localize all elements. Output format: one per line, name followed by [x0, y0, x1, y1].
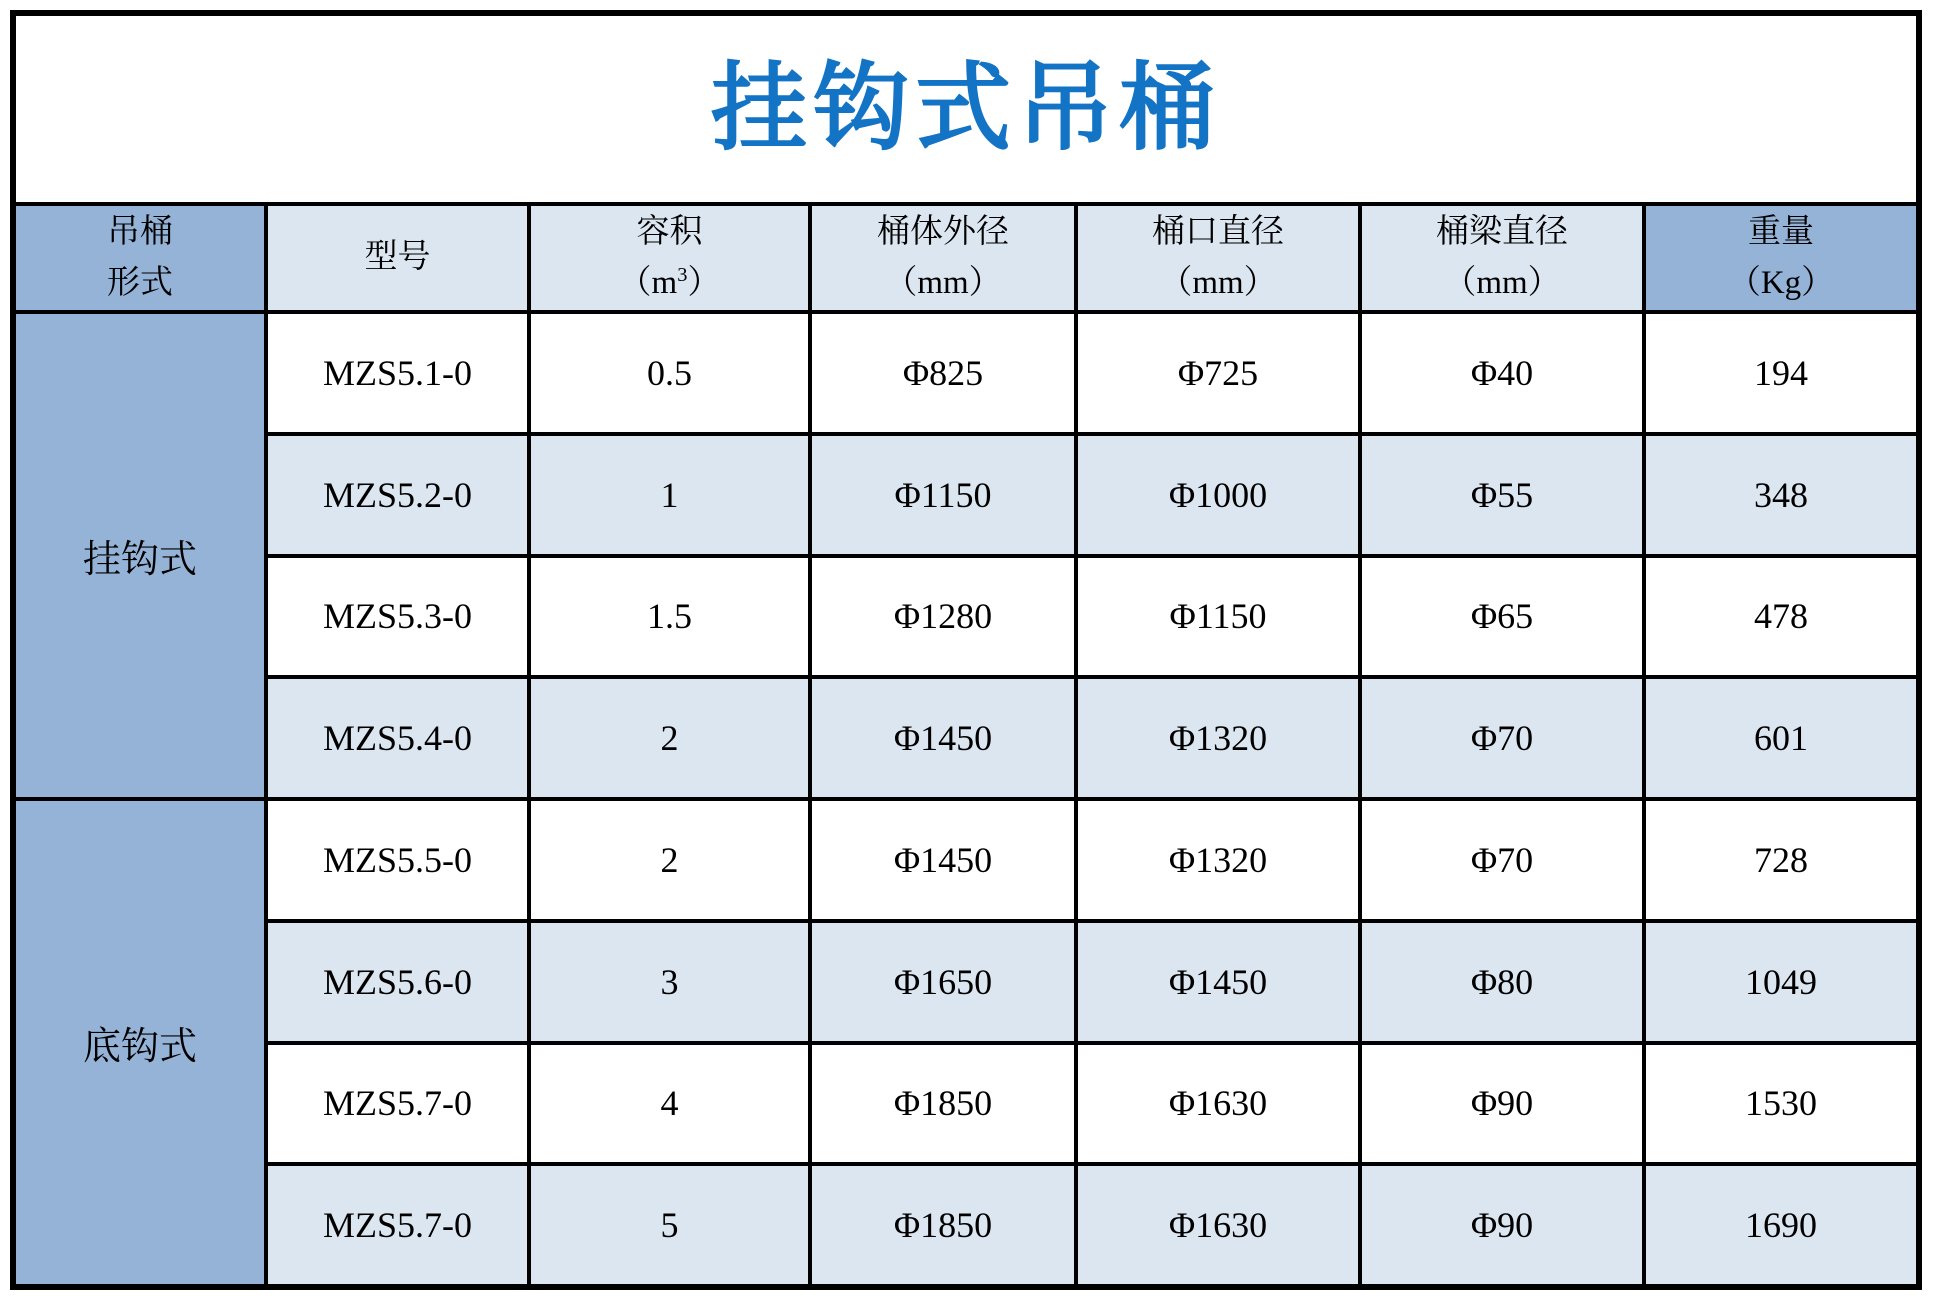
cell-outer-diameter: Φ1150 [812, 436, 1074, 554]
column-header-body-outer-diameter [812, 206, 1074, 310]
cell-volume: 2 [531, 679, 808, 797]
cell-outer-diameter: Φ1280 [812, 558, 1074, 676]
header-line: 重量 [1748, 213, 1814, 250]
header-line: 型号 [364, 239, 431, 276]
group-label-hook-type: 挂钩式 [16, 314, 264, 797]
cell-volume: 0.5 [531, 314, 808, 432]
cell-volume: 3 [531, 923, 808, 1041]
cell-mouth-diameter: Φ1320 [1078, 801, 1358, 919]
cell-weight: 601 [1646, 679, 1916, 797]
cell-weight: 194 [1646, 314, 1916, 432]
column-header-volume [531, 206, 808, 310]
cell-beam-diameter: Φ55 [1362, 436, 1642, 554]
cell-volume: 4 [531, 1045, 808, 1163]
cell-mouth-diameter: Φ1630 [1078, 1045, 1358, 1163]
cell-model: MZS5.5-0 [268, 801, 527, 919]
cell-weight: 1049 [1646, 923, 1916, 1041]
header-line: $(m^3)$ [618, 264, 721, 301]
spec-sheet [10, 10, 1922, 1290]
header-line: （mm） [884, 265, 1002, 301]
cell-mouth-diameter: Φ1150 [1078, 558, 1358, 676]
cell-volume: 1 [531, 436, 808, 554]
cell-model: MZS5.1-0 [268, 314, 527, 432]
cell-outer-diameter: Φ1450 [812, 679, 1074, 797]
cell-beam-diameter: Φ70 [1362, 679, 1642, 797]
cell-beam-diameter: Φ80 [1362, 923, 1642, 1041]
column-header-bucket-form [16, 206, 264, 310]
cell-model: MZS5.7-0 [268, 1166, 527, 1284]
cell-beam-diameter: Φ90 [1362, 1166, 1642, 1284]
title-cell [16, 16, 1916, 202]
cell-model: MZS5.4-0 [268, 679, 527, 797]
header-line: 桶体外径 [877, 213, 1009, 250]
spec-table [10, 10, 1922, 1290]
superscript-3: 3 [677, 264, 688, 286]
column-header-model [268, 206, 527, 310]
cell-beam-diameter: Φ40 [1362, 314, 1642, 432]
cell-outer-diameter: Φ1850 [812, 1166, 1074, 1284]
cell-outer-diameter: Φ825 [812, 314, 1074, 432]
cell-weight: 1530 [1646, 1045, 1916, 1163]
column-header-beam-diameter [1362, 206, 1642, 310]
cell-weight: 348 [1646, 436, 1916, 554]
column-header-weight [1646, 206, 1916, 310]
cell-mouth-diameter: Φ725 [1078, 314, 1358, 432]
header-line: （mm） [1443, 265, 1561, 301]
cell-mouth-diameter: Φ1000 [1078, 436, 1358, 554]
header-line: 桶梁直径 [1436, 213, 1568, 250]
cell-model: MZS5.6-0 [268, 923, 527, 1041]
cell-model: MZS5.2-0 [268, 436, 527, 554]
cell-beam-diameter: Φ70 [1362, 801, 1642, 919]
header-line: 吊桶 [107, 213, 173, 250]
cell-beam-diameter: Φ65 [1362, 558, 1642, 676]
cell-weight: 728 [1646, 801, 1916, 919]
header-line: （mm） [1159, 265, 1277, 301]
column-header-mouth-diameter [1078, 206, 1358, 310]
cell-outer-diameter: Φ1450 [812, 801, 1074, 919]
cell-weight: 478 [1646, 558, 1916, 676]
group-label-bottom-hook-type: 底钩式 [16, 801, 264, 1284]
header-line: 容积 [636, 213, 703, 250]
cell-mouth-diameter: Φ1320 [1078, 679, 1358, 797]
cell-weight: 1690 [1646, 1166, 1916, 1284]
page-title: 挂钩式吊桶 [711, 55, 1221, 162]
cell-outer-diameter: Φ1650 [812, 923, 1074, 1041]
cell-mouth-diameter: Φ1450 [1078, 923, 1358, 1041]
cell-model: MZS5.7-0 [268, 1045, 527, 1163]
header-line: （Kg） [1727, 265, 1835, 301]
cell-volume: 2 [531, 801, 808, 919]
cell-model: MZS5.3-0 [268, 558, 527, 676]
cell-beam-diameter: Φ90 [1362, 1045, 1642, 1163]
cell-volume: 1.5 [531, 558, 808, 676]
cell-outer-diameter: Φ1850 [812, 1045, 1074, 1163]
cell-volume: 5 [531, 1166, 808, 1284]
cell-mouth-diameter: Φ1630 [1078, 1166, 1358, 1284]
header-line: 形式 [107, 265, 173, 301]
header-line: 桶口直径 [1152, 213, 1284, 250]
